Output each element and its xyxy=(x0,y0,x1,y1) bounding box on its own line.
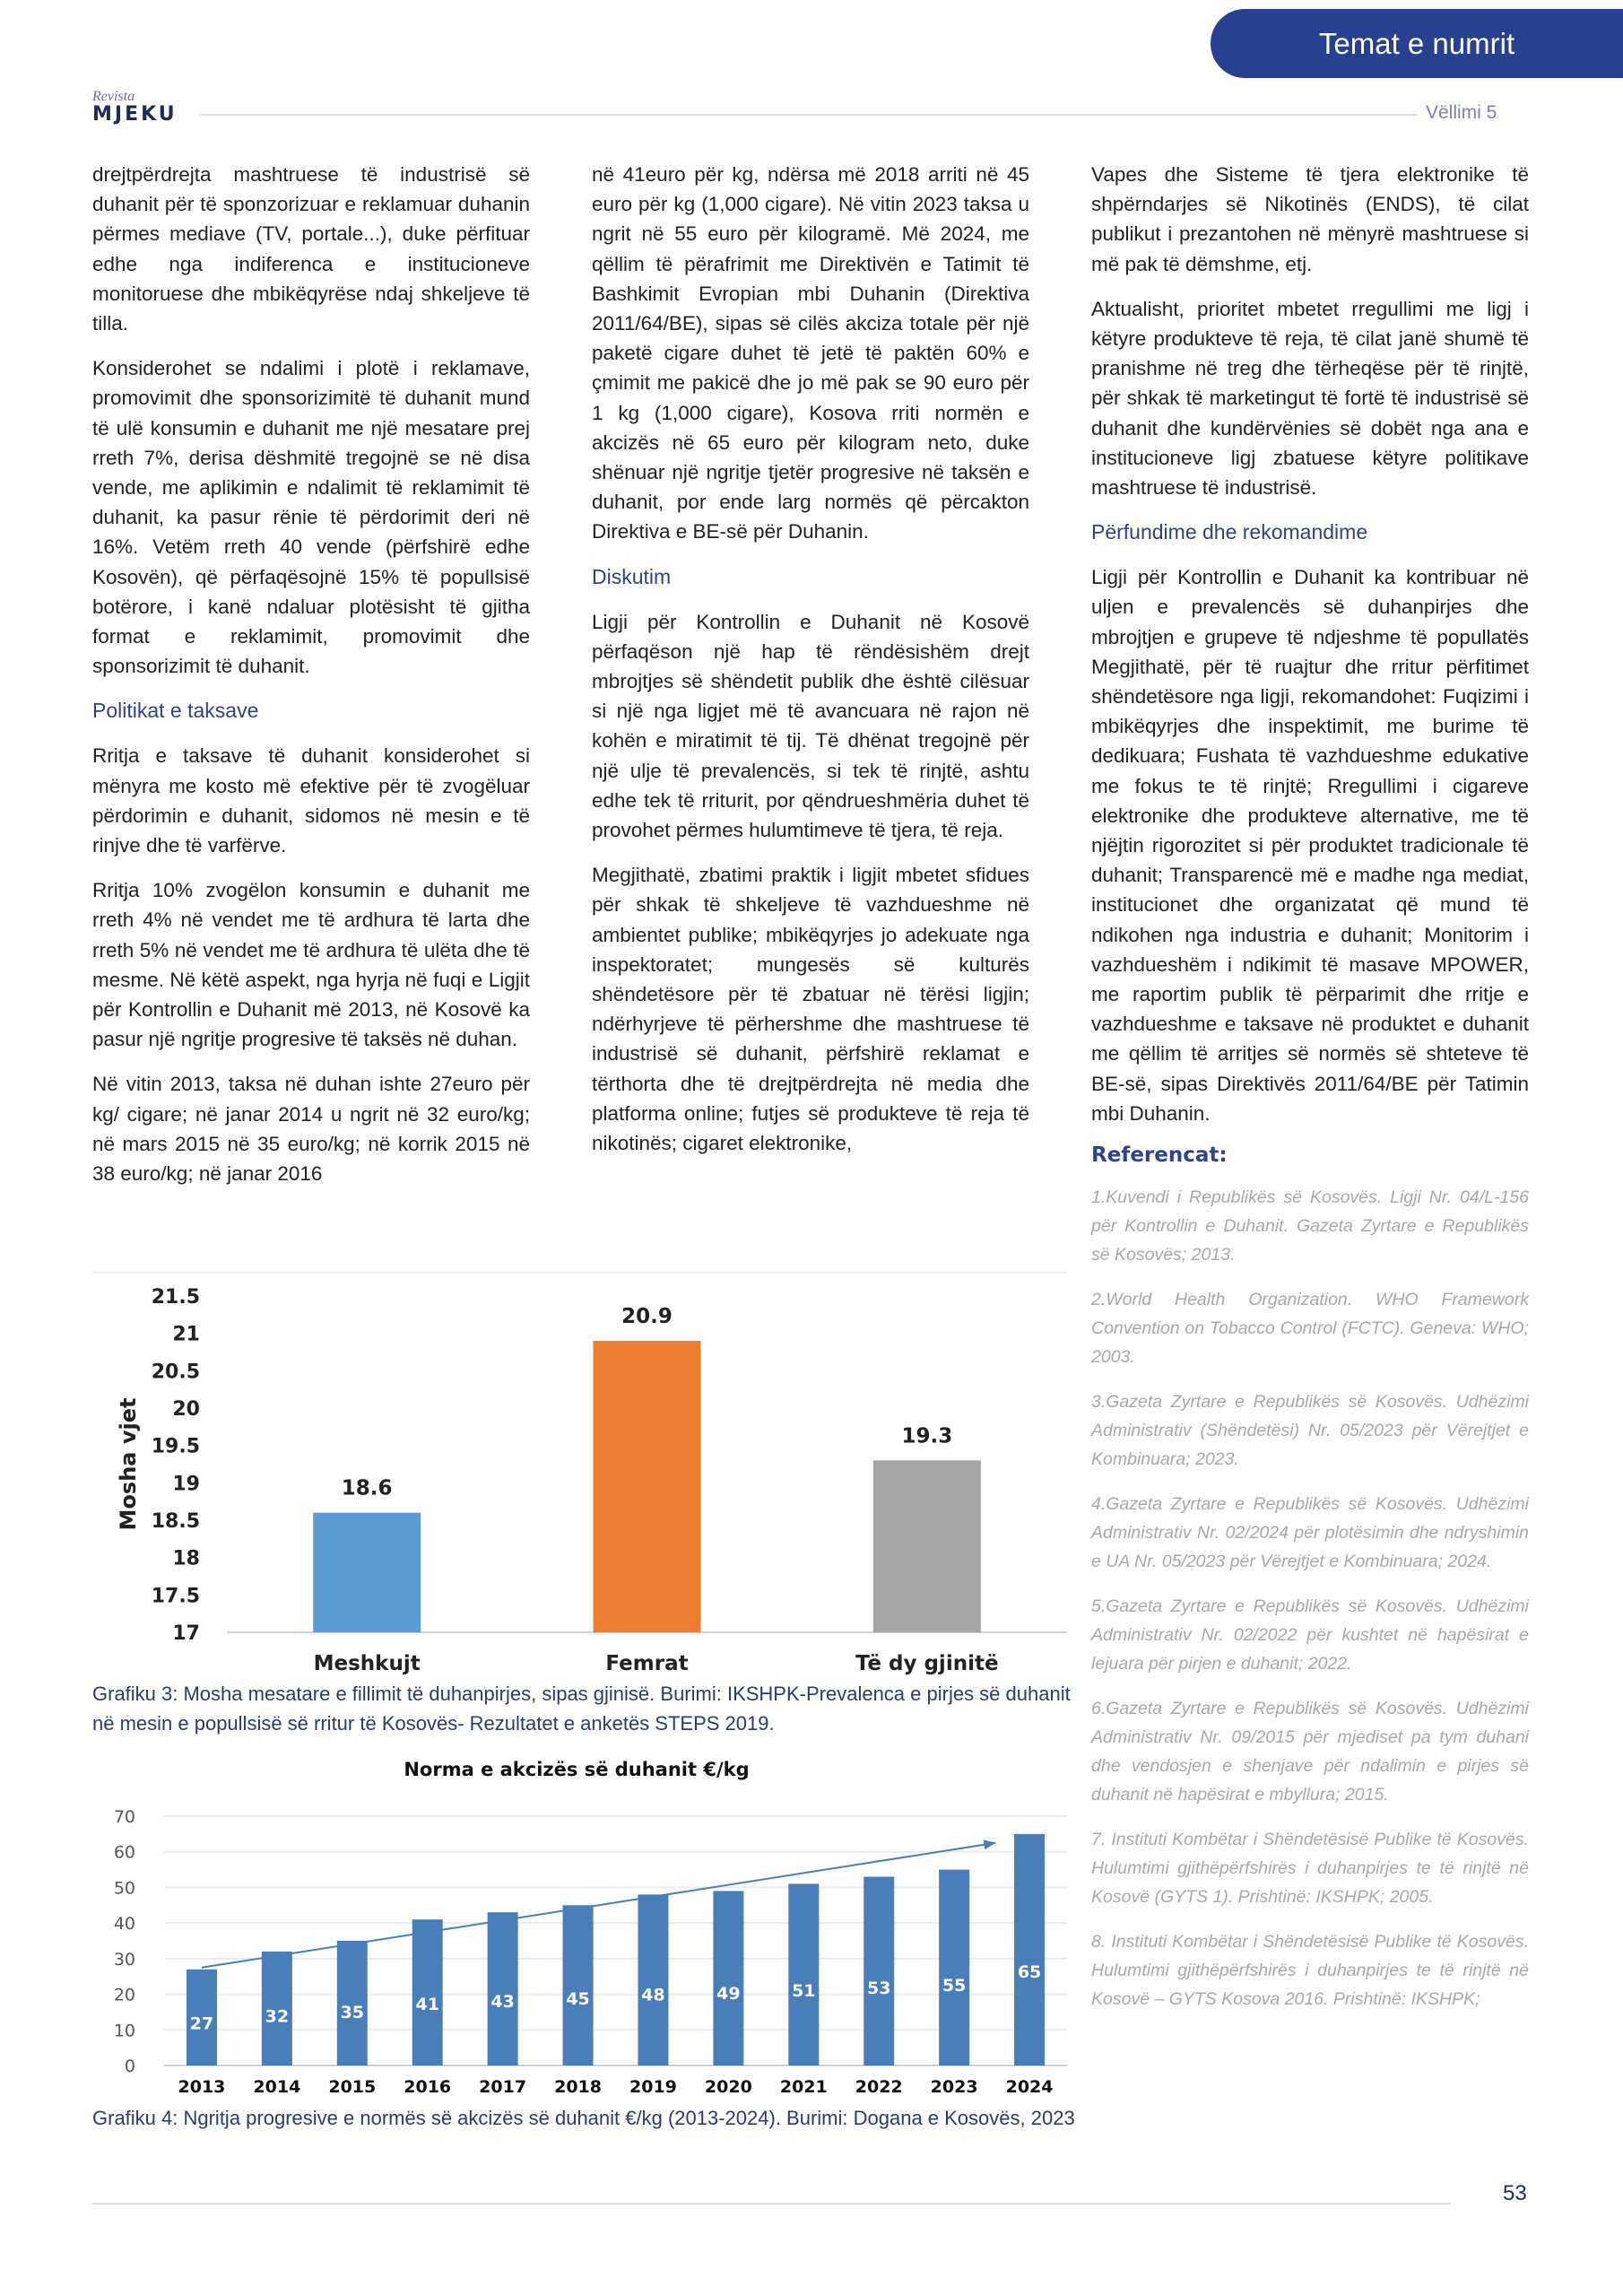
data-label: 27 xyxy=(189,2013,214,2034)
volume-label: Vëllimi 5 xyxy=(1426,102,1497,123)
paragraph: Në vitin 2013, taksa në duhan ishte 27euro për kg/ cigare; në janar 2014 u ngrit në 32 euro/kg; në mars 2015 në 35 euro/kg; në korrik 2015 në 38 euro/kg; në janar 2016 xyxy=(92,1073,530,1186)
bar-2 xyxy=(594,1341,701,1632)
bar-2017 xyxy=(488,1912,518,2066)
bar-2022 xyxy=(864,1877,894,2066)
y-tick-label: 17 xyxy=(172,1622,200,1645)
chart-title: Norma e akcizës së duhanit €/kg xyxy=(404,1759,750,1780)
x-tick-label: 2013 xyxy=(178,2077,226,2097)
data-label: 20.9 xyxy=(621,1305,673,1328)
chart-4-caption: Grafiku 4: Ngritja progresive e normës së akcizës së duhanit €/kg (2013-2024). Burimi: Dogana e Kosovës, 2023 xyxy=(92,2107,1075,2129)
logo-title: MJEKU xyxy=(92,103,178,126)
paragraph: Vapes dhe Sisteme të tjera elektronike të shpërndarjes së Nikotinës (ENDS), të cilat publikut i prezantohen në mënyrë mashtruese si më pak të dëmshme, etj. xyxy=(1091,163,1529,275)
reference-item: 7. Instituti Kombëtar i Shëndetësisë Publike të Kosovës. Hulumtimi gjithëpërfshirës i duhanpirjes te të rinjtë në Kosovë (GYTS 1). Prishtinë: IKSHPK; 2005. xyxy=(1091,1830,1529,1908)
y-tick-label: 20 xyxy=(113,1985,135,2005)
section-heading: Diskutim xyxy=(592,564,672,588)
data-label: 51 xyxy=(792,1981,816,2002)
data-label: 45 xyxy=(566,1989,590,2010)
bar-1 xyxy=(313,1513,421,1632)
data-label: 43 xyxy=(490,1992,515,2013)
bar-2016 xyxy=(412,1919,443,2066)
y-tick-label: 70 xyxy=(113,1807,135,1827)
y-tick-label: 40 xyxy=(113,1914,135,1935)
chart-onset-age-by-gender xyxy=(92,1274,1067,1682)
reference-item: 1.Kuvendi i Republikës së Kosovës. Ligji Nr. 04/L-156 për Kontrollin e Duhanit. Gazeta Zyrtare e Republikës së Kosovës; 2013. xyxy=(1091,1187,1529,1265)
page-number: 53 xyxy=(1503,2181,1527,2205)
bar-3 xyxy=(873,1460,981,1632)
y-tick-label: 18.5 xyxy=(151,1510,200,1533)
logo-subtitle: Revista xyxy=(92,89,135,104)
y-tick-label: 30 xyxy=(113,1949,135,1970)
x-tick-label: 2022 xyxy=(855,2077,903,2097)
paragraph: Konsiderohet se ndalimi i plotë i reklamave, promovimit dhe sponsorizimitë të duhanit mund të ulë konsumin e duhanit me një mesatare prej rreth 7%, derisa dëshmitë tregojnë se në disa vende, me aplikimin e ndalimit të reklamimit të duhanit, ka pasur rënie të përdorimit deri në 16%. Vetëm rreth 40 vende (përfshirë edhe Kosovën), që përfaqësojnë 15% të popullsisë botërore, i kanë ndaluar plotësisht të gjitha format e reklamimit, promovimit dhe sponsorizimit të duhanit. xyxy=(92,357,530,678)
x-tick-label: 2016 xyxy=(404,2077,452,2097)
data-label: 41 xyxy=(415,1995,439,2015)
bar-2024 xyxy=(1014,1834,1045,2066)
data-label: 65 xyxy=(1017,1961,1042,1982)
chart-excise-rate xyxy=(92,1744,1067,2099)
bar-2023 xyxy=(939,1870,969,2066)
column-middle xyxy=(592,160,1029,1173)
y-tick-label: 20.5 xyxy=(151,1361,200,1384)
x-tick-label: 2019 xyxy=(629,2077,677,2097)
y-tick-label: 21.5 xyxy=(151,1286,200,1309)
section-heading: Politikat e taksave xyxy=(92,699,259,723)
paragraph: Megjithatë, zbatimi praktik i ligjit mbetet sfidues për shkak të shkeljeve të vazhdueshme në ambientet publike; mbikëqyrjes jo adekuate nga inspektoratet; mungesës së kulturës shëndetësore për të zbatuar në tërësi ligjin; ndërhyrjeve të përhershme dhe mashtruese të industrisë së duhanit, përfshirë reklamat e tërthorta dhe të drejtpërdrejta në media dhe platforma online; futjes së produkteve të reja të nikotinës; cigaret elektronike, xyxy=(592,864,1029,1155)
data-label: 55 xyxy=(942,1975,967,1996)
data-label: 35 xyxy=(340,2003,365,2023)
x-tick-label: 2015 xyxy=(328,2077,377,2097)
reference-item: 2.World Health Organization. WHO Framework Convention on Tobacco Control (FCTC). Geneva: WHO; 2003. xyxy=(1091,1290,1529,1368)
reference-item: 8. Instituti Kombëtar i Shëndetësisë Publike të Kosovës. Hulumtimi gjithëpërfshirës i duhanpirjes te të rinjtë në Kosovë – GYTS Kosova 2016. Prishtinë: IKSHPK; xyxy=(1091,1932,1529,2010)
reference-item: 5.Gazeta Zyrtare e Republikës së Kosovës. Udhëzimi Administrativ Nr. 02/2022 për kushtet në hapësirat e lejuara për pirjen e duhanit; 2022. xyxy=(1091,1596,1529,1674)
paragraph: në 41euro për kg, ndërsa më 2018 arriti në 45 euro për kg (1,000 cigare). Në vitin 2023 taksa u ngrit në 55 euro për kilogramë. Më 2024, me qëllim të përafrimit me Direktivën e Tatimit të Bashkimit Evropian mbi Duhanin (Direktiva 2011/64/BE), sipas së cilës akciza totale për një paketë cigare duhet të jetë të paktën 60% e çmimit me pakicë dhe jo më pak se 90 euro për 1 kg (1,000 cigare), Kosova rriti normën e akcizës në 65 euro për kilogram neto, duke shënuar një ngritje tjetër progresive në taksën e duhanit, por ende larg normës që përcakton Direktiva e BE-së për Duhanin. xyxy=(592,163,1029,544)
x-tick-label: 2021 xyxy=(779,2077,828,2097)
paragraph: Rritja 10% zvogëlon konsumin e duhanit me rreth 4% në vendet me të ardhura të larta dhe rreth 5% në vendet me të ardhura të ulëta dhe të mesme. Në këtë aspekt, nga hyrja në fuqi e Ligjit për Kontrollin e Duhanit më 2013, në Kosovë ka pasur një ngritje progresive të taksës në duhan. xyxy=(92,879,530,1051)
y-tick-label: 60 xyxy=(113,1842,135,1863)
x-tick-label: 2017 xyxy=(479,2077,527,2097)
bar-2019 xyxy=(638,1894,668,2066)
y-tick-label: 21 xyxy=(172,1323,200,1346)
reference-item: 6.Gazeta Zyrtare e Republikës së Kosovës. Udhëzimi Administrativ Nr. 09/2015 për mjediset pa tym duhani dhe vendosjen e shenjave për ndalimin e pirjes së duhanit në hapësirat e mbyllura; 2015. xyxy=(1091,1699,1529,1805)
x-tick-label: Të dy gjinitë xyxy=(855,1652,999,1675)
column-left xyxy=(92,160,530,1204)
paragraph: drejtpërdrejta mashtruese të industrisë së duhanit për të sponzorizuar e reklamuar duhanin përmes mediave (TV, portale...), duke përfituar edhe nga indiferenca e institucioneve monitoruese dhe mbikëqyrëse ndaj shkeljeve të tilla. xyxy=(92,163,530,335)
x-tick-label: 2024 xyxy=(1005,2077,1054,2097)
header-divider xyxy=(200,114,1417,116)
data-label: 18.6 xyxy=(341,1476,393,1500)
references-heading: Referencat: xyxy=(1091,1144,1228,1168)
y-tick-label: 20 xyxy=(172,1398,200,1421)
y-axis-label: Mosha vjet xyxy=(116,1397,141,1531)
x-tick-label: Meshkujt xyxy=(313,1652,421,1675)
data-label: 53 xyxy=(866,1979,891,1999)
x-tick-label: Femrat xyxy=(605,1652,689,1675)
column-right xyxy=(1091,160,1529,2030)
section-heading: Përfundime dhe rekomandime xyxy=(1091,520,1368,544)
paragraph: Ligji për Kontrollin e Duhanit ka kontribuar në uljen e prevalencës së duhanpirjes dhe mbrojtjen e grupeve të ndjeshme të popullatës Megjithatë, për të ruajtur dhe rritur përfitimet shëndetësore nga ligji, rekomandohet: Fuqizimi i mbikëqyrjes dhe inspektimit, me burime të dedikuara; Fushata të vazhdueshme edukative me fokus te të rinjtë; Rregullimi i cigareve elektronike dhe produkteve alternative, me të njëjtin rigorozitet si për produktet tradicionale të duhanit; Transparencë më e madhe nga mediat, institucionet dhe organizatat që mund të ndikohen nga industria e duhanit; Monitorim i vazhdueshëm i ndikimit të masave MPOWER, me raportim publik të përparimit dhe rritje e vazhdueshme e taksave në produktet e duhanit me qëllim të arritjes së normës së shteteve të BE-së, sipas Direktivës 2011/64/BE për Tatimin mbi Duhanin. xyxy=(1091,566,1529,1125)
y-tick-label: 17.5 xyxy=(151,1585,200,1608)
y-tick-label: 19.5 xyxy=(151,1435,200,1458)
y-tick-label: 0 xyxy=(124,2057,135,2076)
data-label: 48 xyxy=(641,1985,665,2005)
data-label: 32 xyxy=(265,2006,290,2027)
paragraph: Ligji për Kontrollin e Duhanit në Kosovë përfaqëson një hap të rëndësishëm drejt mbrojtjes së shëndetit publik dhe është cilësuar si një nga ligjet më të avancuara në rajon në kohën e miratimit të tij. Të dhënat tregojnë për një ulje të prevalencës, si tek të rinjtë, ashtu edhe tek të rriturit, por qëndrueshmëria duhet të provohet përmes hulumtimeve të tjera, të reja. xyxy=(592,610,1029,842)
y-tick-label: 19 xyxy=(172,1473,200,1496)
reference-item: 3.Gazeta Zyrtare e Republikës së Kosovës. Udhëzimi Administrativ (Shëndetësi) Nr. 05/2023 për Vërejtjet e Kombinuara; 2023. xyxy=(1091,1392,1529,1470)
bar-2021 xyxy=(788,1883,819,2066)
trend-arrow-head xyxy=(984,1839,996,1849)
y-tick-label: 50 xyxy=(113,1878,135,1899)
chart-3-caption: Grafiku 3: Mosha mesatare e fillimit të duhanpirjes, sipas gjinisë. Burimi: IKSHPK-Prevalenca e pirjes së duhanit në mesin e popullsisë së rritur të Kosovës- Rezultatet e anketës STEPS 2019. xyxy=(92,1683,1071,1735)
x-tick-label: 2023 xyxy=(930,2077,978,2097)
section-tab: Temat e numrit xyxy=(1211,9,1623,78)
bar-2020 xyxy=(713,1891,743,2066)
y-tick-label: 18 xyxy=(172,1547,200,1570)
x-tick-label: 2018 xyxy=(554,2077,602,2097)
data-label: 19.3 xyxy=(901,1424,953,1448)
paragraph: Aktualisht, prioritet mbetet rregullimi me ligj i këtyre produkteve të reja, të cilat janë shumë të pranishme në treg dhe tërheqëse për të rinjtë, për shkak të marketingut të fortë të industrisë së duhanit dhe kundërvënies së dobët nga ana e institucioneve ligj zbatuese këtyre politikave mashtruese të industrisë. xyxy=(1091,297,1529,500)
paragraph: Rritja e taksave të duhanit konsiderohet si mënyra me kosto më efektive për të zvogëluar përdorimin e duhanit, sidomos në mesin e të rinjve dhe të varfërve. xyxy=(92,744,530,857)
y-tick-label: 10 xyxy=(113,2021,135,2041)
reference-item: 4.Gazeta Zyrtare e Republikës së Kosovës. Udhëzimi Administrativ Nr. 02/2024 për plotësimin dhe ndryshimin e UA Nr. 05/2023 për Vërejtjet e Kombinuara; 2024. xyxy=(1091,1494,1529,1572)
footer-divider xyxy=(92,2203,1451,2205)
data-label: 49 xyxy=(716,1984,741,2005)
x-tick-label: 2014 xyxy=(253,2077,301,2097)
journal-logo xyxy=(92,90,178,126)
x-tick-label: 2020 xyxy=(704,2077,752,2097)
bar-2018 xyxy=(563,1905,594,2066)
